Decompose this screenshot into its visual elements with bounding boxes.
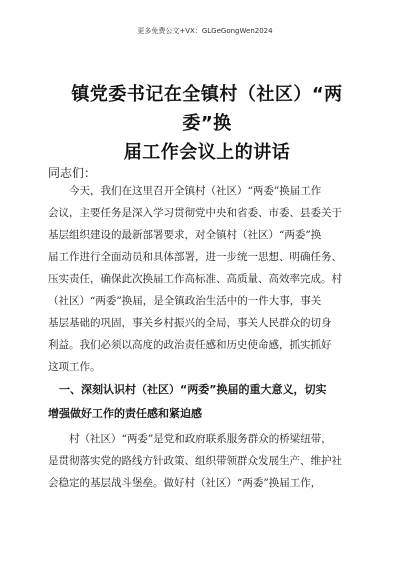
document-title — [48, 80, 366, 167]
title-line-2: 届工作会议上的讲话 — [123, 142, 291, 163]
paragraph-line: 会议，主要任务是深入学习贯彻党中央和省委、市委、县委关于 — [48, 207, 342, 219]
section-heading-1 — [48, 378, 366, 426]
title-line-1: 镇党委书记在全镇村（社区）“两委”换 — [71, 84, 343, 134]
paragraph-line: 这项工作。 — [48, 361, 101, 373]
paragraph-line: 会稳定的基层战斗堡垒。做好村（社区）“两委”换届工作， — [48, 477, 322, 489]
greeting: 同志们： — [48, 166, 97, 180]
heading-line-2: 增强做好工作的责任感和紧迫感 — [48, 407, 202, 420]
paragraph-line: （社区）“两委”换届，是全镇政治生活中的一件大事，事关 — [48, 295, 322, 307]
paragraph-line: 基层组织建设的最新部署要求，对全镇村（社区）“两委”换 — [48, 229, 322, 241]
paragraph-2 — [48, 428, 364, 494]
paragraph-line: 基层基础的巩固，事关乡村振兴的全局，事关人民群众的切身 — [48, 317, 332, 329]
heading-line-1: 一、深刻认识村（社区）“两委”换届的重大意义，切实 — [48, 383, 327, 396]
paragraph-line: 利益。我们必须以高度的政治责任感和历史使命感，抓实抓好 — [48, 339, 332, 351]
paragraph-line: 压实责任，确保此次换届工作高标准、高质量、高效率完成。村 — [48, 273, 342, 285]
paragraph-line: 是贯彻落实党的路线方针政策、组织带领群众发展生产、维护社 — [48, 455, 342, 467]
paragraph-line: 今天，我们在这里召开全镇村（社区）“两委”换届工作 — [48, 185, 322, 197]
header-note: 更多免费公文+VX：GLGeGongWen2024 — [137, 27, 273, 35]
paragraph-1 — [48, 180, 364, 378]
paragraph-line: 届工作进行全面动员和具体部署，进一步统一思想、明确任务、 — [48, 251, 342, 263]
paragraph-line: 村（社区）“两委”是党和政府联系服务群众的桥梁纽带， — [48, 433, 332, 445]
